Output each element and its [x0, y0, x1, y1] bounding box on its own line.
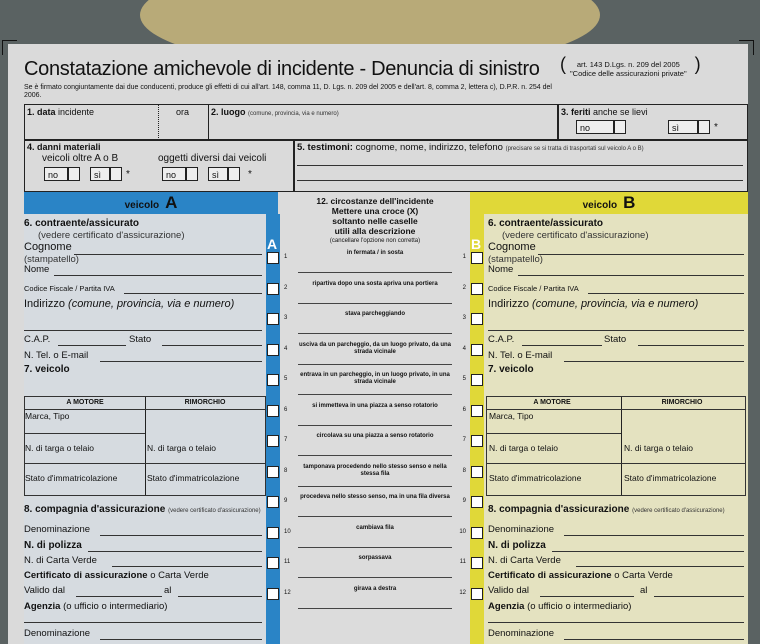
b-address-label: Indirizzo (comune, provincia, via e numero)	[488, 298, 699, 310]
asterisk: *	[714, 122, 718, 133]
place-label: 2. luogo (comune, provincia, via e numero)	[211, 107, 339, 117]
a-certificate-label: Certificato di assicurazione o Carta Verde	[24, 570, 209, 581]
a-contraente-label: 6. contraente/assicurato	[24, 218, 140, 229]
divider	[487, 433, 621, 434]
crop-mark	[2, 40, 17, 55]
vehicle-a-section	[24, 214, 266, 644]
circumstance-number-b: 12	[459, 589, 466, 596]
b-surname-label: Cognome	[488, 241, 536, 253]
a-reg-label: Stato d'immatricolazione	[25, 473, 118, 483]
circumstance-number-a: 4	[284, 345, 288, 352]
a-state-label: Stato	[129, 334, 152, 345]
circumstance-checkbox-a[interactable]	[267, 496, 279, 508]
divider	[25, 409, 265, 410]
circumstance-text: sorpassava	[358, 555, 392, 561]
a-state-line[interactable]	[162, 345, 262, 346]
circ-title-3: soltanto nelle caselle	[332, 216, 418, 226]
vehicle-b-header: veicolo B	[470, 192, 748, 214]
b-vehicle-label: 7. veicolo	[488, 364, 534, 375]
divider	[621, 397, 622, 495]
law-line-1: art. 143 D.Lgs. n. 209 del 2005	[576, 60, 680, 69]
a-trailer-reg-label: Stato d'immatricolazione	[147, 473, 240, 483]
circumstance-text: stava parcheggiando	[344, 311, 406, 317]
vehicle-b-section	[484, 214, 748, 644]
circumstance-number-a: 5	[284, 376, 288, 382]
damage-objects-yes[interactable]: sì	[208, 167, 228, 181]
circumstance-number-b: 6	[462, 406, 466, 413]
b-valid-to-label: al	[640, 585, 648, 596]
form-subtitle: Se è firmato congiuntamente dai due conducenti, produce gli effetti di cui all'art. 148, comma 11, D. Lgs. n. 209 del 2005 e dell'art. 8, comma 2, lettera c), D.P.R. n. 254 del 2006.	[24, 84, 552, 99]
divider	[208, 104, 209, 140]
circumstance-text: entrava in un parcheggio, in un luogo privato, in una strada vicinale	[300, 372, 450, 385]
circumstance-number-b: 5	[462, 376, 466, 382]
circumstance-checkbox-b[interactable]	[471, 557, 483, 569]
a-green-card-label: N. di Carta Verde	[24, 555, 97, 566]
injured-yes-checkbox[interactable]: sì	[668, 120, 698, 134]
circumstance-text: in fermata / in sosta	[346, 250, 404, 256]
asterisk: *	[126, 169, 130, 180]
damage-label: 4. danni materiali	[27, 142, 101, 152]
b-address-line[interactable]	[488, 330, 744, 331]
b-tel-line[interactable]	[564, 361, 744, 362]
a-name-line[interactable]	[54, 275, 262, 276]
b-motor-header: A MOTORE	[533, 399, 571, 406]
a-agency-name-label: Denominazione	[24, 628, 91, 639]
circumstance-text: cambiava fila	[356, 524, 394, 531]
date-label: 1. data incidente	[27, 107, 95, 117]
injured-no-checkbox[interactable]: no	[576, 120, 614, 134]
circumstance-text: ripartiva dopo una sosta apriva una portiera	[312, 280, 438, 287]
a-insurer-label: 8. compagnia d'assicurazione (vedere certificato d'assicurazione)	[24, 504, 261, 515]
circumstance-text: si immetteva in una piazza a senso rotatorio	[312, 402, 438, 409]
circumstance-number-a: 3	[284, 315, 288, 321]
circumstance-checkbox-b[interactable]	[471, 313, 483, 325]
circumstance-checkbox-a[interactable]	[267, 466, 279, 478]
circumstance-number-b: 9	[462, 498, 466, 504]
b-cf-line[interactable]	[588, 293, 744, 294]
damage-objects-yes-tick[interactable]	[228, 167, 240, 181]
circumstance-checkbox-b[interactable]	[471, 588, 483, 600]
paren-right: )	[694, 54, 701, 74]
a-vehicle-label: 7. veicolo	[24, 364, 70, 375]
circumstance-number-a: 1	[284, 254, 288, 260]
b-agency-name-line[interactable]	[564, 639, 744, 640]
a-cap-line[interactable]	[58, 345, 126, 346]
b-cf-label: Codice Fiscale / Partita IVA	[488, 284, 579, 293]
circumstance-number-a: 8	[284, 467, 288, 474]
circumstance-checkbox-a[interactable]	[267, 344, 279, 356]
b-green-card-label: N. di Carta Verde	[488, 555, 561, 566]
law-reference	[560, 54, 701, 78]
a-company-name-label: Denominazione	[24, 524, 91, 535]
b-contraente-label: 6. contraente/assicurato	[488, 218, 604, 229]
crop-mark	[739, 40, 754, 55]
a-trailer-header: RIMORCHIO	[184, 399, 226, 406]
circumstance-checkbox-b[interactable]	[471, 466, 483, 478]
damage-vehicles-yes-tick[interactable]	[110, 167, 122, 181]
a-plate-label: N. di targa o telaio	[25, 443, 94, 453]
circumstances-section	[280, 192, 470, 644]
circumstance-checkbox-a[interactable]	[267, 252, 279, 264]
a-agency-label: Agenzia (o ufficio o intermediario)	[24, 601, 168, 612]
circumstance-checkbox-b[interactable]	[471, 283, 483, 295]
b-valid-to-line[interactable]	[654, 596, 744, 597]
a-valid-from-label: Valido dal	[24, 585, 66, 596]
a-name-label: Nome	[24, 264, 50, 275]
b-certificate-label: Certificato di assicurazione o Carta Verde	[488, 570, 673, 581]
circumstance-divider	[298, 577, 452, 578]
circumstance-number-b: 10	[459, 528, 466, 535]
b-vehicle-table	[486, 396, 746, 496]
circumstance-divider	[298, 486, 452, 487]
a-address-label: Indirizzo (comune, provincia, via e numero)	[24, 298, 235, 310]
circumstance-checkbox-a[interactable]	[267, 527, 279, 539]
witness-label: 5. testimoni: cognome, nome, indirizzo, telefono (precisare se si tratta di trasportati sul veicolo A o B)	[297, 142, 644, 153]
b-state-line[interactable]	[638, 345, 744, 346]
a-surname-sub: (stampatello)	[24, 254, 79, 265]
time-label: ora	[176, 107, 190, 117]
damage-vehicles-yes[interactable]: sì	[90, 167, 110, 181]
a-motor-header: A MOTORE	[66, 399, 104, 406]
circumstance-number-a: 6	[284, 406, 288, 413]
circumstance-number-a: 12	[284, 589, 291, 596]
circumstance-checkbox-a[interactable]	[267, 374, 279, 386]
vehicle-a-header: veicolo A	[24, 192, 278, 214]
b-state-label: Stato	[604, 334, 627, 345]
a-address-line[interactable]	[24, 330, 262, 331]
a-surname-label: Cognome	[24, 241, 72, 253]
b-name-label: Nome	[488, 264, 514, 275]
b-trailer-header: RIMORCHIO	[661, 399, 703, 406]
circumstance-number-a: 10	[284, 528, 291, 535]
circ-title-1: 12. circostanze dell'incidente	[316, 196, 434, 206]
b-insurer-label: 8. compagnia d'assicurazione (vedere certificato d'assicurazione)	[488, 504, 725, 515]
b-valid-from-line[interactable]	[540, 596, 634, 597]
circumstance-divider	[298, 455, 452, 456]
divider	[145, 397, 146, 495]
circumstance-checkbox-b[interactable]	[471, 252, 483, 264]
divider	[25, 463, 265, 464]
circumstance-checkbox-b[interactable]	[471, 435, 483, 447]
a-cf-line[interactable]	[124, 293, 262, 294]
circumstance-checkbox-a[interactable]	[267, 588, 279, 600]
a-cap-label: C.A.P.	[24, 334, 51, 345]
a-cf-label: Codice Fiscale / Partita IVA	[24, 284, 115, 293]
b-company-name-label: Denominazione	[488, 524, 555, 535]
circumstance-checkbox-b[interactable]	[471, 344, 483, 356]
circumstance-checkbox-a[interactable]	[267, 283, 279, 295]
circ-title-4: utili alla descrizione	[334, 226, 416, 236]
circumstance-divider	[298, 394, 452, 395]
circ-title-2: Mettere una croce (X)	[331, 206, 419, 216]
circumstance-text: circolava su una piazza a senso rotatorio	[316, 433, 434, 439]
b-cap-label: C.A.P.	[488, 334, 515, 345]
circumstance-number-b: 1	[462, 254, 466, 260]
b-policy-label: N. di polizza	[488, 540, 546, 551]
circumstance-divider	[298, 303, 452, 304]
b-reg-label: Stato d'immatricolazione	[489, 473, 582, 483]
a-policy-line[interactable]	[88, 551, 262, 552]
injured-yes-tick[interactable]	[698, 120, 710, 134]
circumstance-number-a: 7	[284, 437, 288, 443]
a-valid-to-line[interactable]	[178, 596, 262, 597]
circumstance-divider	[298, 364, 452, 365]
divider	[25, 433, 145, 434]
injured-no-tick[interactable]	[614, 120, 626, 134]
a-make-label: Marca, Tipo	[25, 411, 70, 421]
circumstance-number-b: 7	[462, 437, 466, 443]
a-policy-label: N. di polizza	[24, 540, 82, 551]
damage-vehicles-label: veicoli oltre A o B	[42, 153, 119, 164]
circumstance-number-b: 2	[462, 284, 466, 291]
b-policy-line[interactable]	[552, 551, 744, 552]
circumstance-checkbox-b[interactable]	[471, 405, 483, 417]
circumstance-divider	[298, 516, 452, 517]
damage-vehicles-no[interactable]: no	[44, 167, 68, 181]
law-line-2: "Codice delle assicurazioni private"	[570, 69, 687, 78]
claim-form-sheet	[8, 44, 748, 644]
a-tel-line[interactable]	[100, 361, 262, 362]
circumstances-header	[280, 196, 470, 246]
a-tel-label: N. Tel. o E-mail	[24, 350, 89, 361]
b-trailer-reg-label: Stato d'immatricolazione	[624, 473, 717, 483]
b-surname-sub: (stampatello)	[488, 254, 543, 265]
a-valid-to-label: al	[164, 585, 172, 596]
damage-objects-label: oggetti diversi dai veicoli	[158, 153, 267, 164]
a-company-name-line[interactable]	[100, 535, 262, 536]
b-surname-line[interactable]	[538, 254, 744, 255]
circumstance-number-a: 2	[284, 284, 288, 291]
b-green-card-line[interactable]	[576, 566, 744, 567]
strip-b-letter: B	[471, 236, 482, 252]
b-valid-from-label: Valido dal	[488, 585, 530, 596]
circumstance-divider	[298, 272, 452, 273]
witness-line	[297, 180, 743, 181]
circumstance-checkbox-a[interactable]	[267, 435, 279, 447]
a-contraente-sub: (vedere certificato d'assicurazione)	[38, 230, 185, 241]
b-agency-line[interactable]	[488, 622, 744, 623]
a-agency-name-line[interactable]	[100, 639, 262, 640]
circumstance-checkbox-a[interactable]	[267, 557, 279, 569]
a-surname-line[interactable]	[74, 254, 262, 255]
vehicle-b-checkbox-strip	[470, 214, 484, 644]
circumstance-number-a: 9	[284, 498, 288, 504]
a-trailer-plate-label: N. di targa o telaio	[147, 443, 216, 453]
circumstance-text: usciva da un parcheggio, da un luogo privato, da una strada vicinale	[298, 341, 452, 355]
b-agency-label: Agenzia (o ufficio o intermediario)	[488, 601, 632, 612]
asterisk: *	[248, 169, 252, 180]
circumstance-text: procedeva nello stesso senso, ma in una fila diversa	[300, 494, 450, 500]
vehicle-a-checkbox-strip	[266, 214, 280, 644]
b-name-line[interactable]	[518, 275, 744, 276]
circumstance-checkbox-a[interactable]	[267, 405, 279, 417]
b-make-label: Marca, Tipo	[489, 411, 534, 421]
a-valid-from-line[interactable]	[76, 596, 162, 597]
circumstance-divider	[298, 547, 452, 548]
divider	[487, 409, 745, 410]
paren-left: (	[560, 54, 566, 74]
a-green-card-line[interactable]	[112, 566, 262, 567]
circumstance-checkbox-a[interactable]	[267, 313, 279, 325]
circumstance-number-b: 4	[462, 345, 466, 352]
circumstance-checkbox-b[interactable]	[471, 374, 483, 386]
strip-a-letter: A	[267, 236, 278, 252]
circumstance-number-b: 3	[462, 315, 466, 321]
circ-note: (cancellare l'opzione non corretta)	[329, 238, 421, 244]
circumstance-checkbox-b[interactable]	[471, 527, 483, 539]
injured-label: 3. feriti anche se lievi	[561, 107, 648, 117]
b-tel-label: N. Tel. o E-mail	[488, 350, 553, 361]
damage-objects-no-tick[interactable]	[186, 167, 198, 181]
circumstance-number-b: 11	[459, 559, 466, 565]
divider	[487, 463, 745, 464]
b-plate-label: N. di targa o telaio	[489, 443, 558, 453]
circumstance-number-b: 8	[462, 467, 466, 474]
b-agency-name-label: Denominazione	[488, 628, 555, 639]
circumstance-number-a: 11	[284, 559, 291, 565]
a-vehicle-table	[24, 396, 266, 496]
damage-vehicles-no-tick[interactable]	[68, 167, 80, 181]
damage-objects-no[interactable]: no	[162, 167, 186, 181]
circumstance-checkbox-b[interactable]	[471, 496, 483, 508]
witness-line	[297, 165, 743, 166]
circumstance-text: girava a destra	[353, 585, 397, 592]
circumstance-divider	[298, 608, 452, 609]
divider	[158, 104, 159, 140]
b-cap-line[interactable]	[522, 345, 602, 346]
a-agency-line[interactable]	[24, 622, 262, 623]
circumstance-text: tamponava procedendo nello stesso senso e nella stessa fila	[303, 463, 447, 477]
circumstance-divider	[298, 425, 452, 426]
b-company-name-line[interactable]	[564, 535, 744, 536]
circumstance-divider	[298, 333, 452, 334]
b-trailer-plate-label: N. di targa o telaio	[624, 443, 693, 453]
b-contraente-sub: (vedere certificato d'assicurazione)	[502, 230, 649, 241]
form-title: Constatazione amichevole di incidente - Denuncia di sinistro	[24, 58, 540, 80]
